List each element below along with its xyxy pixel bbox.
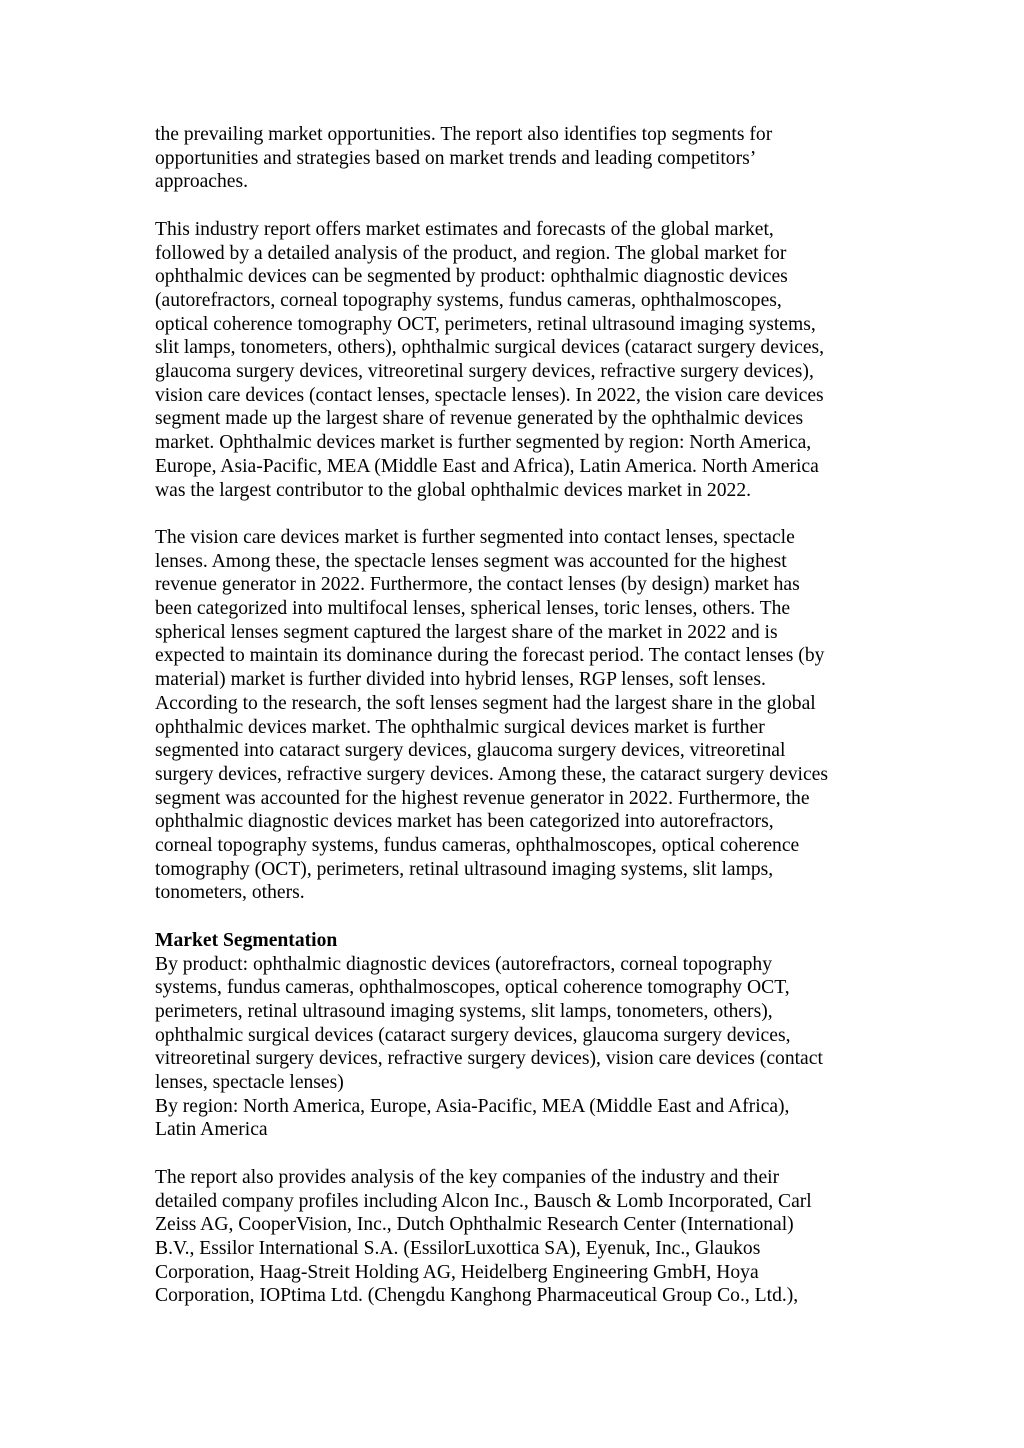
text-line: expected to maintain its dominance during the forecast period. The contact lenses (by <box>155 645 825 667</box>
text-line: surgery devices, refractive surgery devices. Among these, the cataract surgery devices <box>155 763 828 785</box>
text-line: vitreoretinal surgery devices, refractive surgery devices), vision care devices (contact <box>155 1048 823 1070</box>
text-line: According to the research, the soft lenses segment had the largest share in the global <box>155 692 816 714</box>
document-page <box>155 123 875 1308</box>
text-line: opportunities and strategies based on market trends and leading competitors’ <box>155 147 757 169</box>
text-line: Latin America <box>155 1119 268 1141</box>
text-line: ophthalmic devices market. The ophthalmic surgical devices market is further <box>155 716 765 738</box>
text-line: tonometers, others. <box>155 882 305 904</box>
paragraph-opportunities <box>155 123 875 194</box>
text-line: By region: North America, Europe, Asia-Pacific, MEA (Middle East and Africa), <box>155 1095 790 1117</box>
text-line: corneal topography systems, fundus cameras, ophthalmoscopes, optical coherence <box>155 835 800 857</box>
text-line: glaucoma surgery devices, vitreoretinal surgery devices, refractive surgery devices), <box>155 361 814 383</box>
section-market-segmentation <box>155 929 875 1142</box>
text-line: This industry report offers market estimates and forecasts of the global market, <box>155 218 774 240</box>
text-line: ophthalmic devices can be segmented by product: ophthalmic diagnostic devices <box>155 266 788 288</box>
text-line: Corporation, IOPtima Ltd. (Chengdu Kanghong Pharmaceutical Group Co., Ltd.), <box>155 1285 799 1307</box>
text-line: been categorized into multifocal lenses, spherical lenses, toric lenses, others. The <box>155 598 791 620</box>
text-line: ophthalmic diagnostic devices market has been categorized into autorefractors, <box>155 811 774 833</box>
text-line: was the largest contributor to the global ophthalmic devices market in 2022. <box>155 479 752 501</box>
text-line: The vision care devices market is further segmented into contact lenses, spectacle <box>155 526 795 548</box>
text-line: segment made up the largest share of revenue generated by the ophthalmic devices <box>155 408 804 430</box>
text-line: vision care devices (contact lenses, spectacle lenses). In 2022, the vision care devices <box>155 384 824 406</box>
paragraph-key-companies <box>155 1166 875 1308</box>
text-line: By product: ophthalmic diagnostic devices (autorefractors, corneal topography <box>155 953 773 975</box>
text-line: detailed company profiles including Alcon Inc., Bausch & Lomb Incorporated, Carl <box>155 1190 812 1212</box>
text-line: material) market is further divided into hybrid lenses, RGP lenses, soft lenses. <box>155 669 766 691</box>
text-line: followed by a detailed analysis of the product, and region. The global market for <box>155 242 787 264</box>
text-line: revenue generator in 2022. Furthermore, the contact lenses (by design) market has <box>155 574 800 596</box>
text-line: systems, fundus cameras, ophthalmoscopes, optical coherence tomography OCT, <box>155 977 790 999</box>
text-line: Europe, Asia-Pacific, MEA (Middle East and Africa), Latin America. North America <box>155 455 819 477</box>
text-line: Corporation, Haag-Streit Holding AG, Heidelberg Engineering GmbH, Hoya <box>155 1261 759 1283</box>
text-line: market. Ophthalmic devices market is further segmented by region: North America, <box>155 432 812 454</box>
text-line: B.V., Essilor International S.A. (EssilorLuxottica SA), Eyenuk, Inc., Glaukos <box>155 1237 761 1259</box>
text-line: tomography (OCT), perimeters, retinal ultrasound imaging systems, slit lamps, <box>155 858 774 880</box>
text-line: lenses. Among these, the spectacle lenses segment was accounted for the highest <box>155 550 787 572</box>
text-line: segmented into cataract surgery devices, glaucoma surgery devices, vitreoretinal <box>155 740 786 762</box>
text-line: approaches. <box>155 171 249 193</box>
text-line: lenses, spectacle lenses) <box>155 1072 344 1094</box>
text-line: spherical lenses segment captured the largest share of the market in 2022 and is <box>155 621 778 643</box>
text-line: ophthalmic surgical devices (cataract surgery devices, glaucoma surgery devices, <box>155 1024 791 1046</box>
text-line: slit lamps, tonometers, others), ophthalmic surgical devices (cataract surgery devices, <box>155 337 825 359</box>
section-heading: Market Segmentation <box>155 929 338 951</box>
text-line: (autorefractors, corneal topography systems, fundus cameras, ophthalmoscopes, <box>155 289 782 311</box>
text-line: segment was accounted for the highest revenue generator in 2022. Furthermore, the <box>155 787 810 809</box>
text-line: perimeters, retinal ultrasound imaging systems, slit lamps, tonometers, others), <box>155 1000 773 1022</box>
text-line: optical coherence tomography OCT, perimeters, retinal ultrasound imaging systems, <box>155 313 816 335</box>
text-line: the prevailing market opportunities. The report also identifies top segments for <box>155 124 773 145</box>
paragraph-industry-report <box>155 218 875 502</box>
text-line: The report also provides analysis of the key companies of the industry and their <box>155 1166 780 1188</box>
paragraph-vision-care <box>155 526 875 905</box>
text-line: Zeiss AG, CooperVision, Inc., Dutch Ophthalmic Research Center (International) <box>155 1214 794 1236</box>
